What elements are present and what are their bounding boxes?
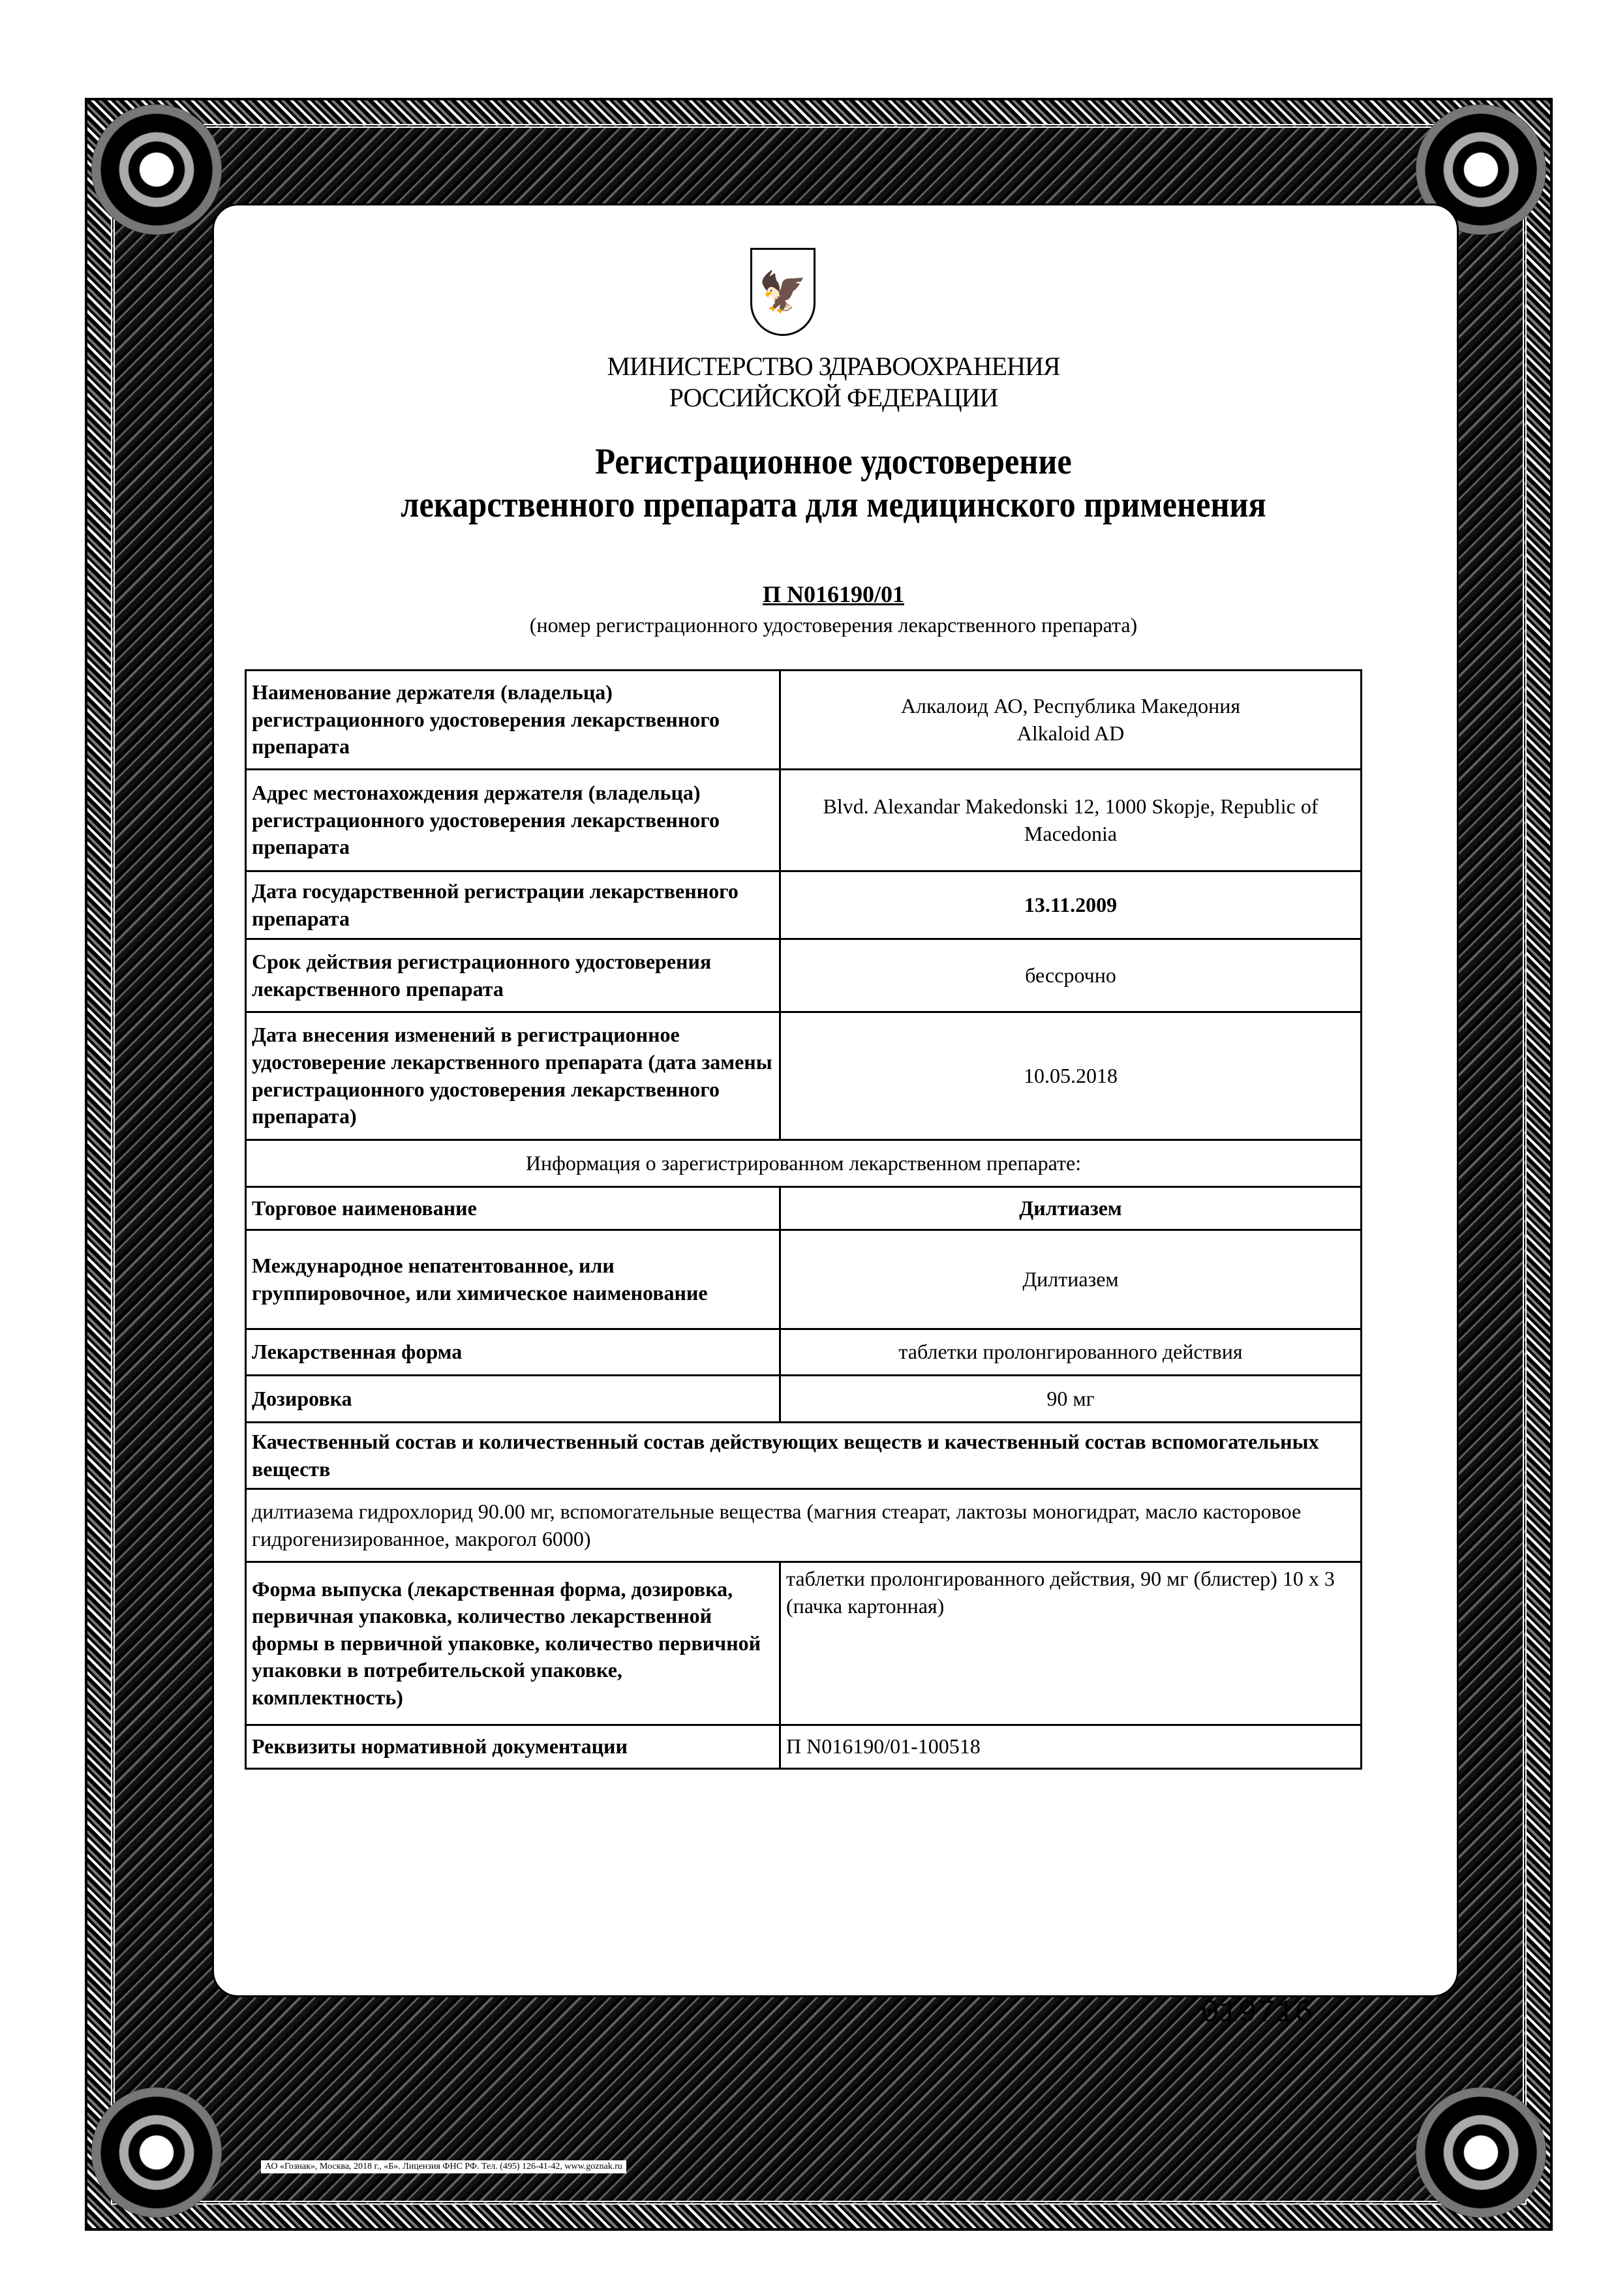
holder-value-en: Alkaloid AD — [1016, 721, 1125, 745]
validity-value: бессрочно — [780, 939, 1362, 1012]
release-form-value: таблетки пролонгированного действия, 90 мг (блистер) 10 x 3 (пачка картонная) — [780, 1562, 1362, 1725]
change-date-label: Дата внесения изменений в регистрационное удостоверение лекарственного препарата (дата замены регистрационного удостоверения лекарственного препарата) — [246, 1012, 780, 1140]
normative-label: Реквизиты нормативной документации — [246, 1725, 780, 1769]
table-row — [246, 671, 1362, 770]
serial-number: 019716 — [1200, 1996, 1313, 2031]
table-row — [246, 871, 1362, 939]
corner-ornament — [1416, 2087, 1546, 2218]
corner-ornament — [91, 104, 222, 235]
dosage-label: Дозировка — [246, 1376, 780, 1423]
corner-ornament — [91, 2087, 222, 2218]
inn-label: Международное непатентованное, или группировочное, или химическое наименование — [246, 1230, 780, 1329]
ministry-line-1: МИНИСТЕРСТВО ЗДРАВООХРАНЕНИЯ — [607, 352, 1060, 381]
table-row — [246, 1230, 1362, 1329]
normative-value: П N016190/01-100518 — [780, 1725, 1362, 1769]
holder-value-ru: Алкалоид АО, Республика Македония — [900, 693, 1241, 718]
inn-value: Дилтиазем — [780, 1230, 1362, 1329]
change-date-value: 10.05.2018 — [780, 1012, 1362, 1140]
table-row — [246, 1376, 1362, 1423]
table-row — [246, 939, 1362, 1012]
ministry-line-2: РОССИЙСКОЙ ФЕДЕРАЦИИ — [669, 383, 998, 412]
table-row — [246, 1489, 1362, 1562]
address-label: Адрес местонахождения держателя (владельца) регистрационного удостоверения лекарственного препарата — [246, 770, 780, 871]
trade-name-label: Торговое наименование — [246, 1187, 780, 1230]
holder-value — [780, 671, 1362, 770]
validity-label: Срок действия регистрационного удостоверения лекарственного препарата — [246, 939, 780, 1012]
table-row — [246, 1329, 1362, 1376]
holder-label: Наименование держателя (владельца) регистрационного удостоверения лекарственного препарата — [246, 671, 780, 770]
title-line-2: лекарственного препарата для медицинского применения — [401, 485, 1266, 525]
printer-imprint: АО «Гознак», Москва, 2018 г., «Б». Лицензия ФНС РФ. Тел. (495) 126-41-42, www.goznak.ru — [261, 2160, 626, 2173]
table-row — [246, 1187, 1362, 1230]
info-heading: Информация о зарегистрированном лекарственном препарате: — [246, 1140, 1362, 1187]
coat-of-arms-icon: 🦅 — [750, 248, 816, 336]
table-row — [246, 1725, 1362, 1769]
release-form-label: Форма выпуска (лекарственная форма, дозировка, первичная упаковка, количество лекарственной формы в первичной упаковке, количество первичной упаковки в потребительской упаковке, комплектность) — [246, 1562, 780, 1725]
dosage-value: 90 мг — [780, 1376, 1362, 1423]
composition-label: Качественный состав и количественный состав действующих веществ и качественный состав вспомогательных веществ — [246, 1423, 1362, 1489]
registration-number: П N016190/01 — [762, 581, 904, 607]
composition-value: дилтиазема гидрохлорид 90.00 мг, вспомогательные вещества (магния стеарат, лактозы моногидрат, масло касторовое гидрогенизированное, макрогол 6000) — [246, 1489, 1362, 1562]
table-row — [246, 1140, 1362, 1187]
form-value: таблетки пролонгированного действия — [780, 1329, 1362, 1376]
trade-name-value: Дилтиазем — [780, 1187, 1362, 1230]
address-value: Blvd. Alexandar Makedonski 12, 1000 Skopje, Republic of Macedonia — [780, 770, 1362, 871]
table-row — [246, 1012, 1362, 1140]
table-row — [246, 1423, 1362, 1489]
registration-table — [245, 669, 1362, 1770]
reg-date-value: 13.11.2009 — [780, 871, 1362, 939]
form-label: Лекарственная форма — [246, 1329, 780, 1376]
title-line-1: Регистрационное удостоверение — [595, 442, 1072, 482]
reg-date-label: Дата государственной регистрации лекарственного препарата — [246, 871, 780, 939]
table-row — [246, 1562, 1362, 1725]
registration-number-caption: (номер регистрационного удостоверения лекарственного препарата) — [529, 613, 1138, 637]
table-row — [246, 770, 1362, 871]
